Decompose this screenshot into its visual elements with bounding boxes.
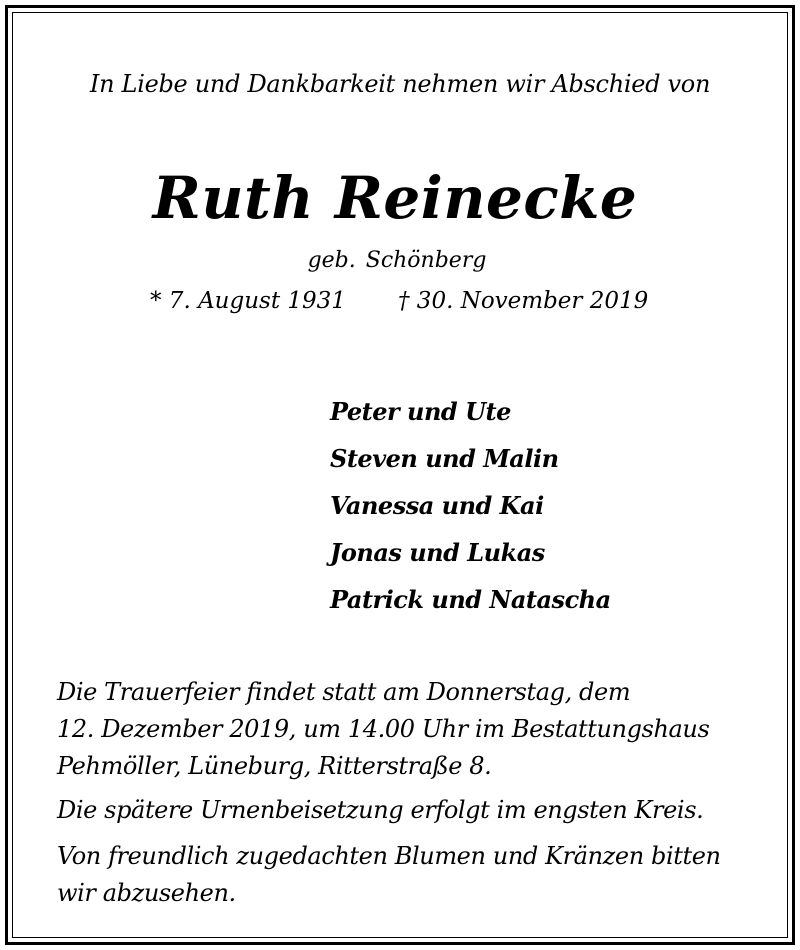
maiden-prefix: geb. xyxy=(307,248,356,273)
intro-line: In Liebe und Dankbarkeit nehmen wir Abschied von xyxy=(89,70,711,98)
death-date: † 30. November 2019 xyxy=(398,288,649,314)
maiden-name-line xyxy=(0,248,794,273)
funeral-details-line: Pehmöller, Lüneburg, Ritterstraße 8. xyxy=(57,752,492,780)
family-member: Jonas und Lukas xyxy=(330,538,545,567)
family-member: Vanessa und Kai xyxy=(330,491,544,520)
funeral-details-line: Die Trauerfeier findet statt am Donnerstag, dem xyxy=(57,678,631,706)
family-member: Patrick und Natascha xyxy=(330,585,611,614)
family-list xyxy=(330,395,611,630)
urn-burial-line: Die spätere Urnenbeisetzung erfolgt im engsten Kreis. xyxy=(57,796,704,824)
family-member: Steven und Malin xyxy=(330,444,559,473)
flowers-request-line: wir abzusehen. xyxy=(57,879,236,907)
funeral-details-paragraph xyxy=(57,674,757,785)
flowers-request-line: Von freundlich zugedachten Blumen und Kränzen bitten xyxy=(57,842,721,870)
deceased-name: Ruth Reinecke xyxy=(152,164,638,232)
maiden-name: Schönberg xyxy=(365,248,487,273)
family-member: Peter und Ute xyxy=(330,397,511,426)
urn-burial-paragraph xyxy=(57,792,757,829)
birth-date: * 7. August 1931 xyxy=(150,288,346,314)
flowers-request-paragraph xyxy=(57,838,757,912)
funeral-details-line: 12. Dezember 2019, um 14.00 Uhr im Bestattungshaus xyxy=(57,715,710,743)
